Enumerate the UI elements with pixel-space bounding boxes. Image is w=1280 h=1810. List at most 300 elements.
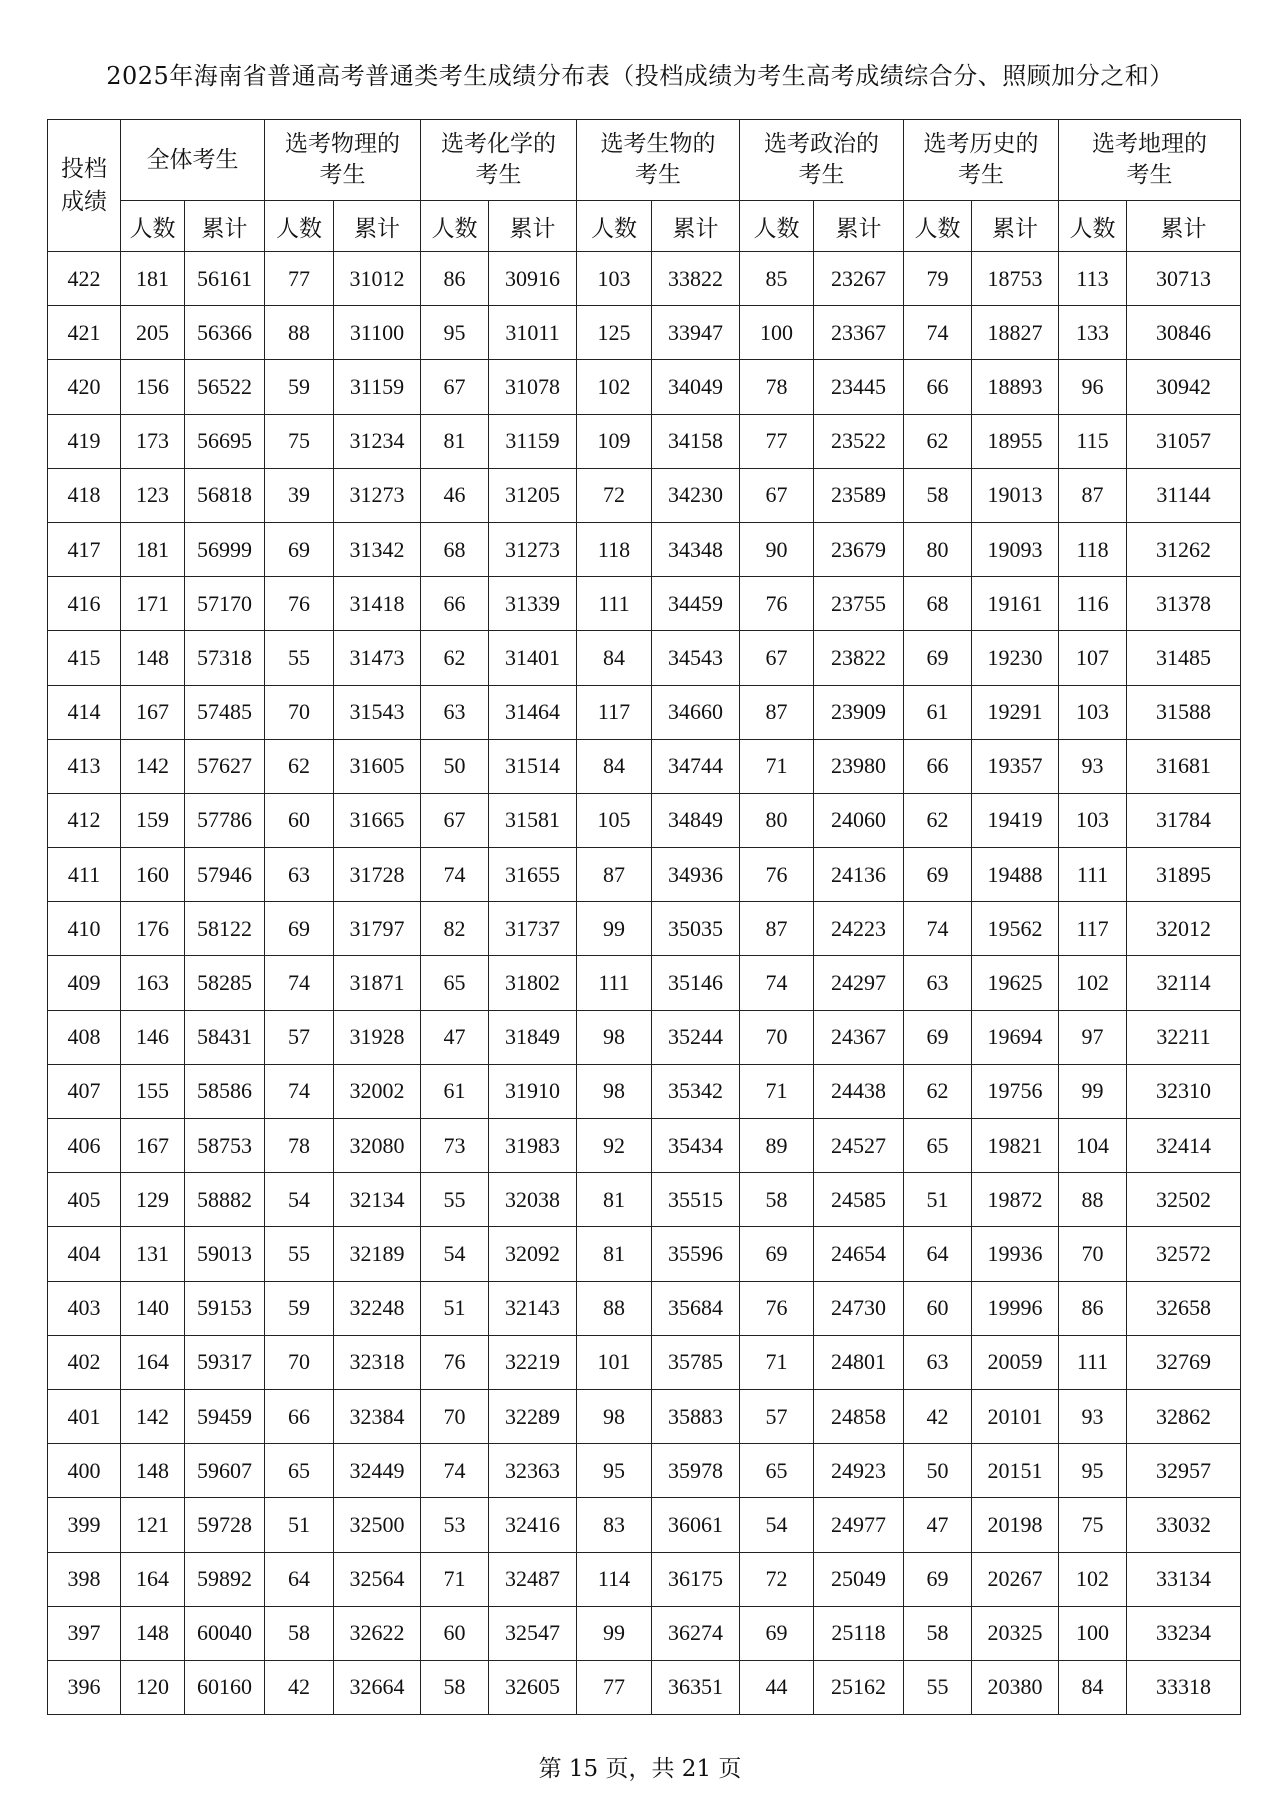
- table-cell: 23755: [814, 577, 904, 631]
- table-cell: 109: [577, 414, 652, 468]
- table-cell: 30846: [1127, 306, 1241, 360]
- table-cell: 87: [577, 848, 652, 902]
- table-cell: 113: [1059, 252, 1127, 306]
- table-cell: 19013: [972, 468, 1059, 522]
- table-row: [48, 468, 1241, 522]
- table-cell: 32658: [1127, 1281, 1241, 1335]
- table-cell: 105: [577, 793, 652, 847]
- table-cell: 34230: [652, 468, 740, 522]
- sub-header-chemistry-cumulative: 累计: [489, 201, 577, 252]
- table-cell: 74: [265, 956, 334, 1010]
- table-cell: 97: [1059, 1010, 1127, 1064]
- table-cell: 47: [904, 1498, 972, 1552]
- table-row: [48, 1281, 1241, 1335]
- sub-header-geography-count: 人数: [1059, 201, 1127, 252]
- table-cell: 19562: [972, 902, 1059, 956]
- table-cell: 56818: [185, 468, 265, 522]
- table-cell: 88: [1059, 1173, 1127, 1227]
- table-cell: 35244: [652, 1010, 740, 1064]
- table-cell: 65: [265, 1444, 334, 1498]
- table-cell: 77: [265, 252, 334, 306]
- table-cell: 19821: [972, 1119, 1059, 1173]
- table-cell: 31802: [489, 956, 577, 1010]
- table-cell: 96: [1059, 360, 1127, 414]
- table-cell: 76: [740, 848, 814, 902]
- table-cell: 19694: [972, 1010, 1059, 1064]
- table-cell: 33032: [1127, 1498, 1241, 1552]
- table-cell: 55: [421, 1173, 489, 1227]
- table-cell: 98: [577, 1389, 652, 1443]
- table-cell: 76: [740, 577, 814, 631]
- table-cell: 31665: [334, 793, 421, 847]
- table-cell: 31485: [1127, 631, 1241, 685]
- table-cell: 20101: [972, 1389, 1059, 1443]
- table-cell: 30942: [1127, 360, 1241, 414]
- table-cell: 20325: [972, 1606, 1059, 1660]
- table-cell: 63: [904, 956, 972, 1010]
- table-cell: 31159: [489, 414, 577, 468]
- table-cell: 30713: [1127, 252, 1241, 306]
- table-cell: 32862: [1127, 1389, 1241, 1443]
- table-cell: 92: [577, 1119, 652, 1173]
- table-cell: 32487: [489, 1552, 577, 1606]
- group-header-line-1: 选考化学的: [441, 131, 556, 157]
- table-cell: 69: [904, 1552, 972, 1606]
- table-cell: 31514: [489, 739, 577, 793]
- table-cell: 24297: [814, 956, 904, 1010]
- table-cell: 32384: [334, 1389, 421, 1443]
- table-cell: 19936: [972, 1227, 1059, 1281]
- table-cell: 84: [577, 631, 652, 685]
- table-cell: 115: [1059, 414, 1127, 468]
- table-cell: 35596: [652, 1227, 740, 1281]
- table-cell: 176: [121, 902, 185, 956]
- table-cell: 47: [421, 1010, 489, 1064]
- table-cell: 42: [265, 1660, 334, 1714]
- score-cell: 418: [48, 468, 121, 522]
- table-cell: 60: [904, 1281, 972, 1335]
- score-cell: 400: [48, 1444, 121, 1498]
- table-cell: 20198: [972, 1498, 1059, 1552]
- table-cell: 23909: [814, 685, 904, 739]
- table-cell: 32564: [334, 1552, 421, 1606]
- table-cell: 148: [121, 1444, 185, 1498]
- table-cell: 24136: [814, 848, 904, 902]
- table-cell: 104: [1059, 1119, 1127, 1173]
- sub-header-chemistry-count: 人数: [421, 201, 489, 252]
- table-cell: 95: [1059, 1444, 1127, 1498]
- table-cell: 51: [421, 1281, 489, 1335]
- table-cell: 34936: [652, 848, 740, 902]
- table-cell: 117: [577, 685, 652, 739]
- table-cell: 34543: [652, 631, 740, 685]
- table-cell: 25118: [814, 1606, 904, 1660]
- table-cell: 31871: [334, 956, 421, 1010]
- table-cell: 31418: [334, 577, 421, 631]
- table-cell: 63: [265, 848, 334, 902]
- table-row: [48, 1119, 1241, 1173]
- table-cell: 32664: [334, 1660, 421, 1714]
- table-row: [48, 1444, 1241, 1498]
- table-cell: 25049: [814, 1552, 904, 1606]
- table-cell: 32318: [334, 1335, 421, 1389]
- table-cell: 81: [421, 414, 489, 468]
- sub-header-politics-count: 人数: [740, 201, 814, 252]
- table-cell: 76: [740, 1281, 814, 1335]
- table-cell: 61: [904, 685, 972, 739]
- table-cell: 100: [740, 306, 814, 360]
- table-cell: 60160: [185, 1660, 265, 1714]
- table-cell: 24367: [814, 1010, 904, 1064]
- table-cell: 51: [265, 1498, 334, 1552]
- table-cell: 35035: [652, 902, 740, 956]
- table-cell: 80: [904, 522, 972, 576]
- table-cell: 23822: [814, 631, 904, 685]
- table-cell: 32500: [334, 1498, 421, 1552]
- table-cell: 32363: [489, 1444, 577, 1498]
- table-cell: 58122: [185, 902, 265, 956]
- table-cell: 142: [121, 1389, 185, 1443]
- group-header-line-2: 考生: [1126, 162, 1173, 188]
- table-row: [48, 577, 1241, 631]
- table-cell: 50: [904, 1444, 972, 1498]
- table-cell: 36061: [652, 1498, 740, 1552]
- table-cell: 19756: [972, 1064, 1059, 1118]
- table-cell: 31543: [334, 685, 421, 739]
- table-cell: 31797: [334, 902, 421, 956]
- table-cell: 93: [1059, 739, 1127, 793]
- table-cell: 103: [577, 252, 652, 306]
- score-cell: 396: [48, 1660, 121, 1714]
- group-header-politics: [740, 120, 904, 201]
- table-cell: 75: [265, 414, 334, 468]
- table-cell: 64: [904, 1227, 972, 1281]
- table-cell: 32248: [334, 1281, 421, 1335]
- table-cell: 24060: [814, 793, 904, 847]
- table-cell: 57786: [185, 793, 265, 847]
- table-cell: 75: [1059, 1498, 1127, 1552]
- group-header-line-1: 选考地理的: [1092, 131, 1207, 157]
- table-cell: 86: [1059, 1281, 1127, 1335]
- table-cell: 76: [265, 577, 334, 631]
- table-cell: 31159: [334, 360, 421, 414]
- table-cell: 57318: [185, 631, 265, 685]
- table-cell: 90: [740, 522, 814, 576]
- table-cell: 88: [265, 306, 334, 360]
- table-cell: 34158: [652, 414, 740, 468]
- table-cell: 74: [421, 848, 489, 902]
- table-cell: 32143: [489, 1281, 577, 1335]
- table-cell: 64: [265, 1552, 334, 1606]
- table-row: [48, 631, 1241, 685]
- table-cell: 32416: [489, 1498, 577, 1552]
- score-distribution-table: [47, 119, 1241, 1715]
- table-cell: 31728: [334, 848, 421, 902]
- table-cell: 148: [121, 631, 185, 685]
- sub-header-biology-cumulative: 累计: [652, 201, 740, 252]
- table-cell: 19357: [972, 739, 1059, 793]
- table-cell: 19161: [972, 577, 1059, 631]
- score-header-line-2: 成绩: [61, 188, 107, 215]
- table-row: [48, 522, 1241, 576]
- sub-header-biology-count: 人数: [577, 201, 652, 252]
- table-cell: 31100: [334, 306, 421, 360]
- table-cell: 164: [121, 1335, 185, 1389]
- table-cell: 20151: [972, 1444, 1059, 1498]
- table-cell: 36175: [652, 1552, 740, 1606]
- table-cell: 66: [904, 739, 972, 793]
- table-cell: 31057: [1127, 414, 1241, 468]
- table-cell: 74: [421, 1444, 489, 1498]
- table-cell: 117: [1059, 902, 1127, 956]
- score-cell: 414: [48, 685, 121, 739]
- table-cell: 59607: [185, 1444, 265, 1498]
- table-row: [48, 1173, 1241, 1227]
- table-cell: 146: [121, 1010, 185, 1064]
- table-cell: 60: [421, 1606, 489, 1660]
- score-cell: 406: [48, 1119, 121, 1173]
- table-cell: 31011: [489, 306, 577, 360]
- table-cell: 69: [904, 848, 972, 902]
- table-cell: 77: [740, 414, 814, 468]
- group-header-line-1: 选考物理的: [285, 131, 400, 157]
- table-cell: 20059: [972, 1335, 1059, 1389]
- table-cell: 31849: [489, 1010, 577, 1064]
- table-cell: 99: [577, 902, 652, 956]
- table-cell: 89: [740, 1119, 814, 1173]
- table-cell: 34660: [652, 685, 740, 739]
- table-cell: 18893: [972, 360, 1059, 414]
- table-cell: 32012: [1127, 902, 1241, 956]
- group-header-chemistry: [421, 120, 577, 201]
- table-cell: 85: [740, 252, 814, 306]
- table-cell: 67: [740, 631, 814, 685]
- table-cell: 32080: [334, 1119, 421, 1173]
- table-cell: 67: [740, 468, 814, 522]
- table-cell: 23367: [814, 306, 904, 360]
- table-cell: 56161: [185, 252, 265, 306]
- table-cell: 101: [577, 1335, 652, 1389]
- table-cell: 31401: [489, 631, 577, 685]
- table-cell: 114: [577, 1552, 652, 1606]
- table-cell: 23522: [814, 414, 904, 468]
- table-cell: 69: [740, 1227, 814, 1281]
- table-cell: 102: [1059, 1552, 1127, 1606]
- table-cell: 58431: [185, 1010, 265, 1064]
- table-cell: 167: [121, 1119, 185, 1173]
- sub-header-geography-cumulative: 累计: [1127, 201, 1241, 252]
- score-cell: 399: [48, 1498, 121, 1552]
- table-cell: 39: [265, 468, 334, 522]
- table-cell: 19419: [972, 793, 1059, 847]
- page-footer: 第 15 页，共 21 页: [538, 1756, 742, 1782]
- table-cell: 80: [740, 793, 814, 847]
- table-cell: 35342: [652, 1064, 740, 1118]
- table-cell: 69: [265, 522, 334, 576]
- table-cell: 24977: [814, 1498, 904, 1552]
- table-row: [48, 739, 1241, 793]
- table-row: [48, 685, 1241, 739]
- table-cell: 31910: [489, 1064, 577, 1118]
- score-cell: 403: [48, 1281, 121, 1335]
- table-cell: 31895: [1127, 848, 1241, 902]
- table-cell: 103: [1059, 685, 1127, 739]
- table-cell: 63: [904, 1335, 972, 1389]
- table-cell: 35146: [652, 956, 740, 1010]
- table-cell: 77: [577, 1660, 652, 1714]
- table-cell: 33234: [1127, 1606, 1241, 1660]
- score-cell: 421: [48, 306, 121, 360]
- table-cell: 58586: [185, 1064, 265, 1118]
- table-cell: 32622: [334, 1606, 421, 1660]
- table-row: [48, 1660, 1241, 1714]
- table-cell: 31078: [489, 360, 577, 414]
- table-cell: 63: [421, 685, 489, 739]
- table-cell: 54: [265, 1173, 334, 1227]
- table-cell: 87: [740, 685, 814, 739]
- table-cell: 31784: [1127, 793, 1241, 847]
- table-cell: 116: [1059, 577, 1127, 631]
- table-cell: 36351: [652, 1660, 740, 1714]
- table-row: [48, 1064, 1241, 1118]
- table-cell: 103: [1059, 793, 1127, 847]
- table-cell: 23679: [814, 522, 904, 576]
- table-cell: 24585: [814, 1173, 904, 1227]
- score-cell: 416: [48, 577, 121, 631]
- table-cell: 32114: [1127, 956, 1241, 1010]
- table-cell: 31342: [334, 522, 421, 576]
- table-cell: 32134: [334, 1173, 421, 1227]
- score-cell: 404: [48, 1227, 121, 1281]
- table-cell: 70: [740, 1010, 814, 1064]
- table-cell: 24654: [814, 1227, 904, 1281]
- table-cell: 31205: [489, 468, 577, 522]
- table-cell: 70: [265, 685, 334, 739]
- table-cell: 54: [421, 1227, 489, 1281]
- table-cell: 58285: [185, 956, 265, 1010]
- table-cell: 131: [121, 1227, 185, 1281]
- table-cell: 32547: [489, 1606, 577, 1660]
- table-cell: 69: [904, 631, 972, 685]
- table-cell: 32289: [489, 1389, 577, 1443]
- table-cell: 31012: [334, 252, 421, 306]
- table-cell: 32414: [1127, 1119, 1241, 1173]
- score-cell: 412: [48, 793, 121, 847]
- table-cell: 57: [265, 1010, 334, 1064]
- table-cell: 24801: [814, 1335, 904, 1389]
- table-cell: 102: [577, 360, 652, 414]
- table-cell: 31473: [334, 631, 421, 685]
- group-header-geography: [1059, 120, 1241, 201]
- table-cell: 120: [121, 1660, 185, 1714]
- table-cell: 69: [740, 1606, 814, 1660]
- score-cell: 405: [48, 1173, 121, 1227]
- table-cell: 81: [577, 1227, 652, 1281]
- table-cell: 32449: [334, 1444, 421, 1498]
- table-cell: 19996: [972, 1281, 1059, 1335]
- table-cell: 86: [421, 252, 489, 306]
- table-cell: 125: [577, 306, 652, 360]
- table-cell: 71: [421, 1552, 489, 1606]
- table-cell: 68: [904, 577, 972, 631]
- score-cell: 413: [48, 739, 121, 793]
- table-cell: 71: [740, 739, 814, 793]
- table-cell: 84: [1059, 1660, 1127, 1714]
- table-cell: 163: [121, 956, 185, 1010]
- table-cell: 32572: [1127, 1227, 1241, 1281]
- table-cell: 55: [265, 631, 334, 685]
- table-cell: 160: [121, 848, 185, 902]
- table-cell: 51: [904, 1173, 972, 1227]
- score-cell: 410: [48, 902, 121, 956]
- table-cell: 18827: [972, 306, 1059, 360]
- table-cell: 32957: [1127, 1444, 1241, 1498]
- sub-header-all-count: 人数: [121, 201, 185, 252]
- table-cell: 32769: [1127, 1335, 1241, 1389]
- table-cell: 59459: [185, 1389, 265, 1443]
- table-cell: 50: [421, 739, 489, 793]
- table-cell: 58882: [185, 1173, 265, 1227]
- table-cell: 19230: [972, 631, 1059, 685]
- table-cell: 62: [421, 631, 489, 685]
- table-cell: 58: [904, 1606, 972, 1660]
- table-row: [48, 1552, 1241, 1606]
- table-body: [48, 252, 1241, 1715]
- group-header-line-1: 选考历史的: [923, 131, 1039, 157]
- table-cell: 58: [740, 1173, 814, 1227]
- table-cell: 181: [121, 252, 185, 306]
- table-cell: 32092: [489, 1227, 577, 1281]
- table-cell: 24923: [814, 1444, 904, 1498]
- table-cell: 67: [421, 793, 489, 847]
- table-row: [48, 1606, 1241, 1660]
- table-cell: 98: [577, 1064, 652, 1118]
- table-cell: 32310: [1127, 1064, 1241, 1118]
- table-cell: 68: [421, 522, 489, 576]
- table-cell: 33947: [652, 306, 740, 360]
- group-header-row: [48, 120, 1241, 201]
- table-cell: 111: [577, 577, 652, 631]
- table-cell: 69: [265, 902, 334, 956]
- table-cell: 31681: [1127, 739, 1241, 793]
- table-cell: 19093: [972, 522, 1059, 576]
- sub-header-all-cumulative: 累计: [185, 201, 265, 252]
- table-cell: 99: [577, 1606, 652, 1660]
- sub-header-history-count: 人数: [904, 201, 972, 252]
- table-cell: 35684: [652, 1281, 740, 1335]
- table-cell: 102: [1059, 956, 1127, 1010]
- table-row: [48, 902, 1241, 956]
- table-cell: 69: [904, 1010, 972, 1064]
- score-cell: 415: [48, 631, 121, 685]
- score-cell: 422: [48, 252, 121, 306]
- sub-header-physics-count: 人数: [265, 201, 334, 252]
- table-cell: 23589: [814, 468, 904, 522]
- table-cell: 19872: [972, 1173, 1059, 1227]
- table-cell: 31605: [334, 739, 421, 793]
- table-cell: 87: [1059, 468, 1127, 522]
- table-cell: 74: [265, 1064, 334, 1118]
- score-cell: 397: [48, 1606, 121, 1660]
- table-row: [48, 1227, 1241, 1281]
- group-header-line-2: 考生: [319, 162, 366, 188]
- table-cell: 57485: [185, 685, 265, 739]
- table-header: [48, 120, 1241, 252]
- table-cell: 23267: [814, 252, 904, 306]
- table-cell: 133: [1059, 306, 1127, 360]
- group-header-line-1: 选考政治的: [764, 131, 879, 157]
- table-cell: 57170: [185, 577, 265, 631]
